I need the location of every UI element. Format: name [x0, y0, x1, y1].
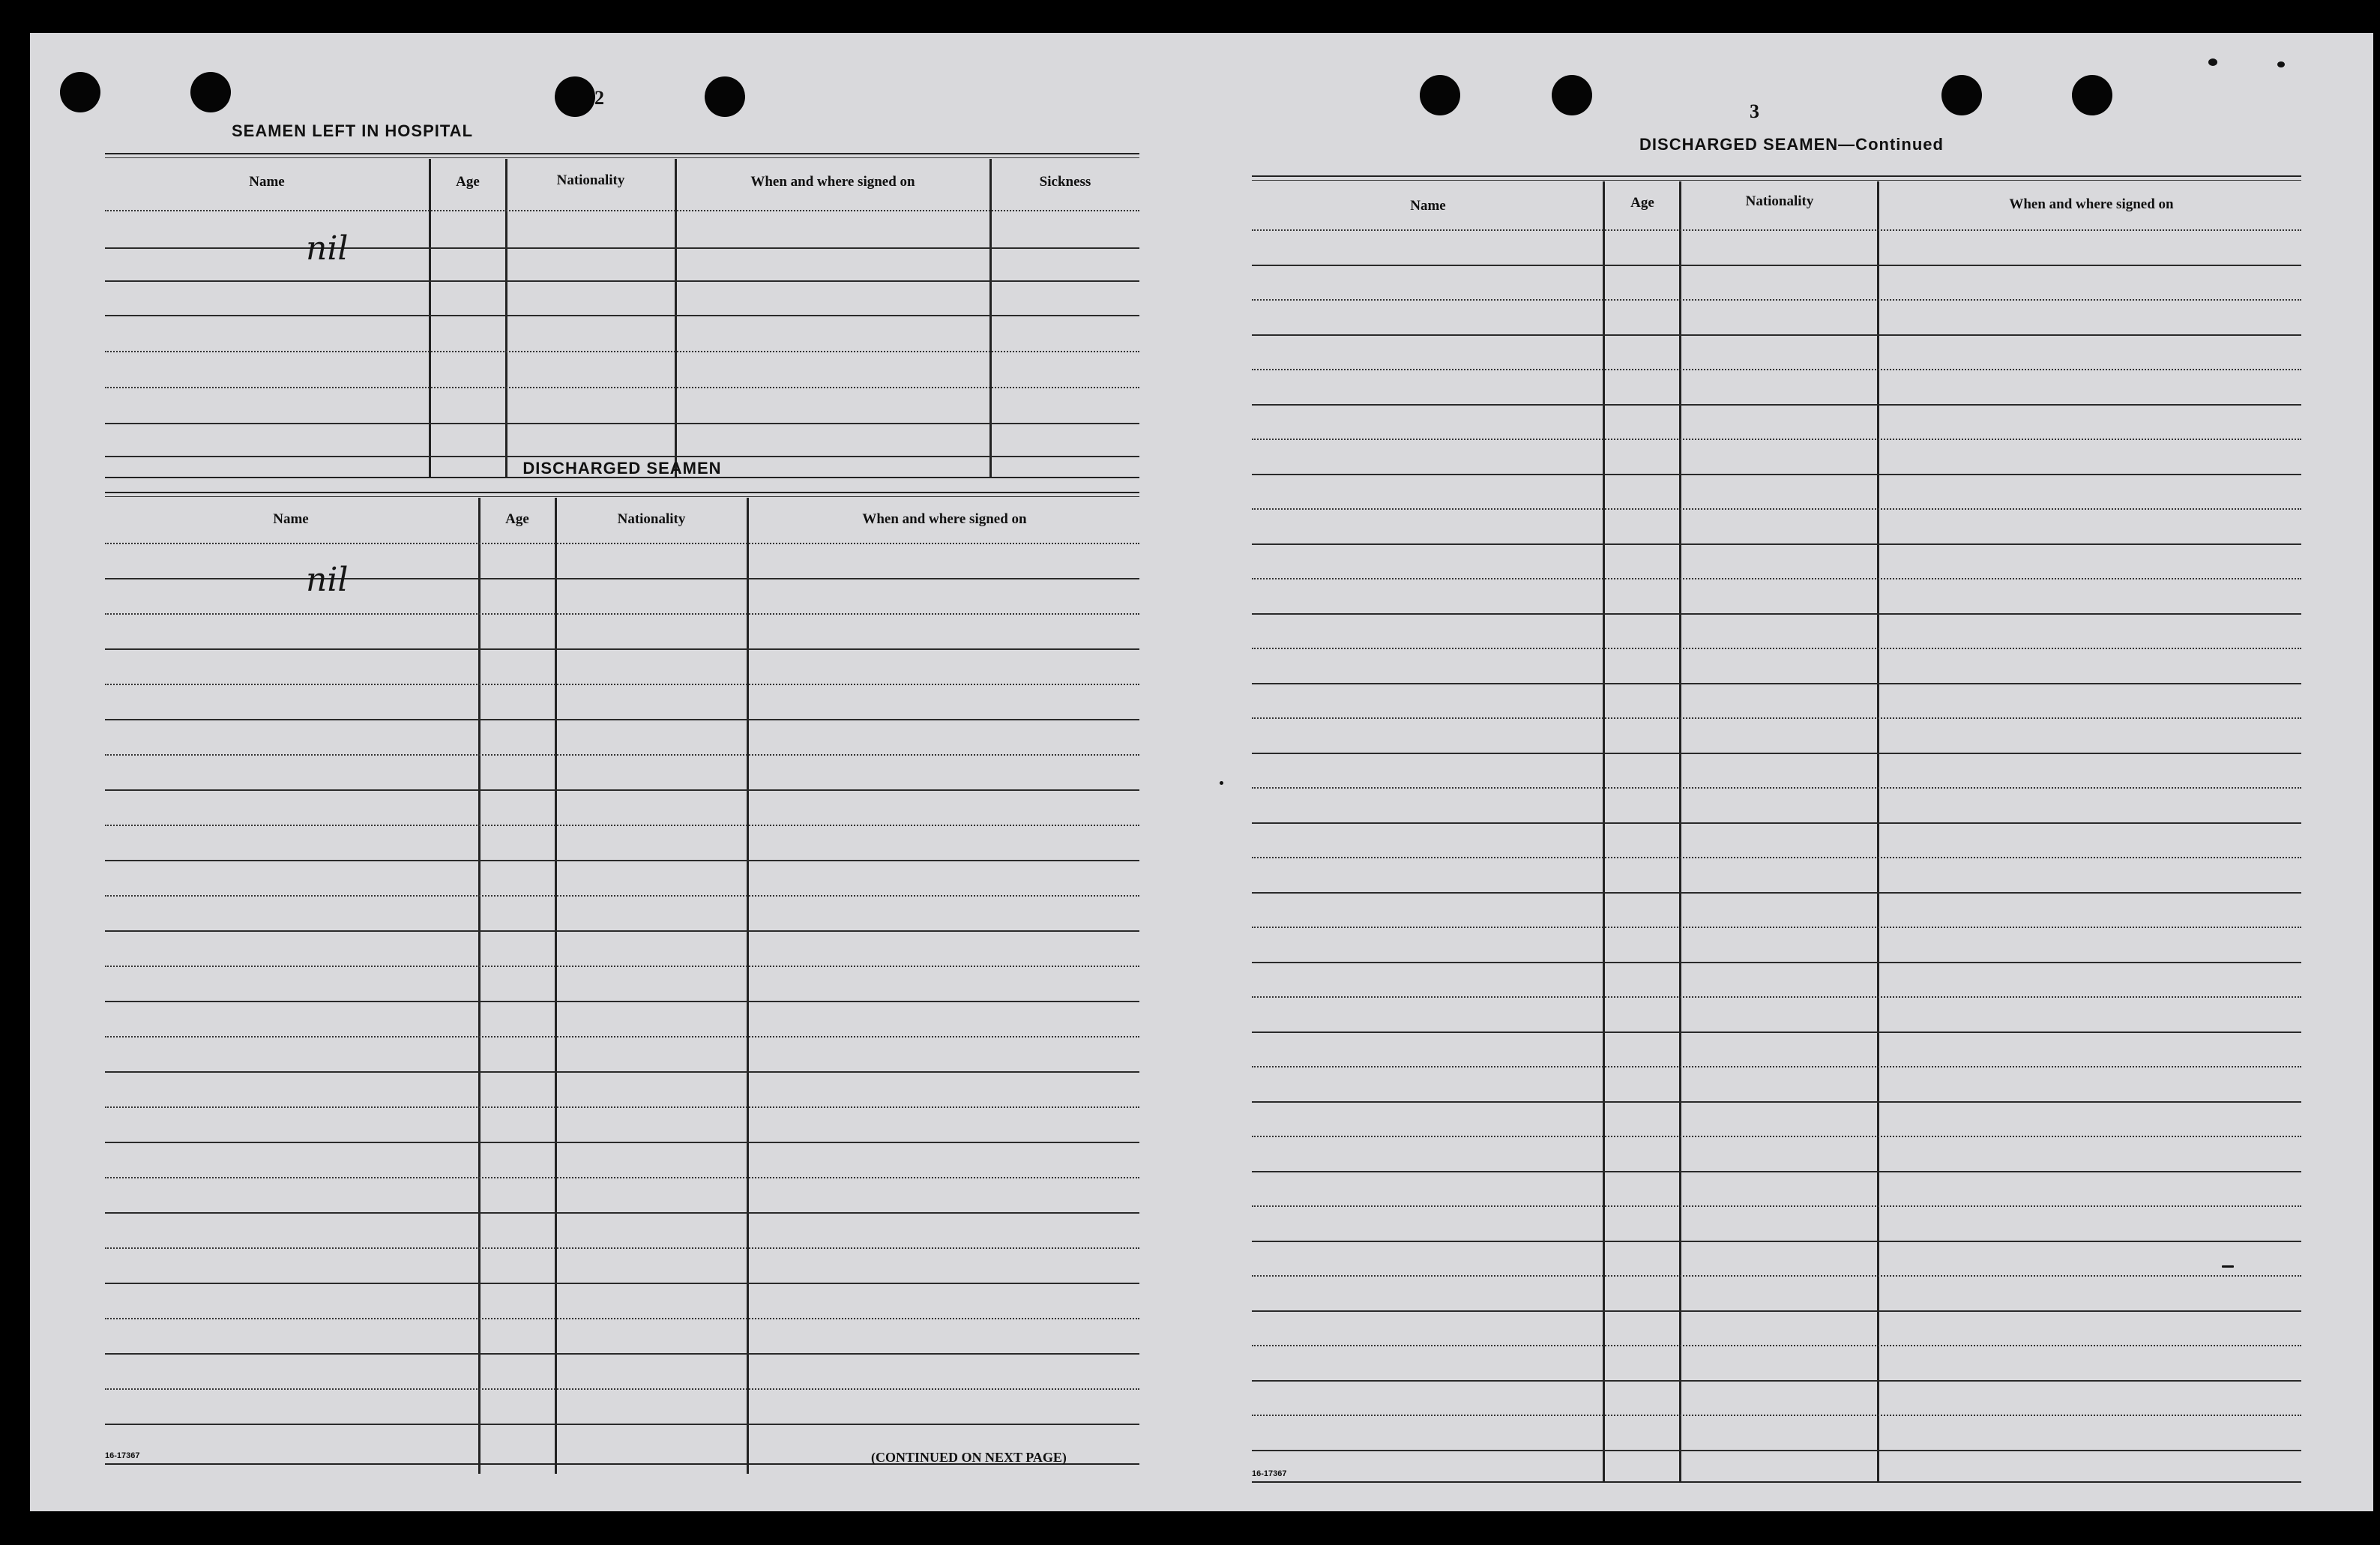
- table-row-line: [105, 930, 1139, 932]
- punch-hole: [1941, 75, 1982, 115]
- table-row-line: [1252, 1310, 2301, 1312]
- hospital-row-line: [105, 247, 1139, 249]
- table-row-line: [1252, 927, 2301, 928]
- table-row-line: [105, 825, 1139, 826]
- table-row-line: [105, 719, 1139, 720]
- table-row-line: [105, 895, 1139, 897]
- punch-hole: [190, 72, 231, 112]
- table-row-line: [105, 754, 1139, 756]
- table-row-line: [105, 684, 1139, 685]
- table-row-line: [1252, 996, 2301, 998]
- hospital-col-divider: [505, 159, 507, 477]
- table-row-line: [1252, 1345, 2301, 1346]
- table-row-line: [1252, 1275, 2301, 1277]
- table-row-line: [105, 1177, 1139, 1178]
- table-row-line: [105, 789, 1139, 791]
- left-page-number: 2: [594, 87, 604, 109]
- discharged-handwritten-entry: nil: [306, 561, 349, 599]
- hospital-col-age: Age: [456, 174, 480, 190]
- table-row-line: [1252, 717, 2301, 719]
- table-row-line: [105, 1106, 1139, 1108]
- discharged-continued-title: DISCHARGED SEAMEN—Continued: [1639, 135, 1944, 154]
- discharged-col-divider: [555, 498, 557, 1474]
- right-top-rule: [1252, 175, 2301, 177]
- hospital-row-line: [105, 315, 1139, 316]
- speck: [2277, 61, 2285, 67]
- hospital-col-nationality: Nationality: [556, 172, 625, 188]
- table-row-line: [1252, 369, 2301, 370]
- right-col-name: Name: [1410, 198, 1446, 214]
- punch-hole: [705, 76, 745, 117]
- table-row-line: [105, 1247, 1139, 1249]
- table-row-line: [1252, 822, 2301, 824]
- table-row-line: [1252, 578, 2301, 579]
- table-row-line: [105, 1388, 1139, 1390]
- table-row-line: [105, 1071, 1139, 1073]
- hospital-col-divider: [429, 159, 431, 477]
- speck: [2208, 58, 2217, 66]
- left-form-code: 16-17367: [105, 1451, 140, 1460]
- table-row-line: [105, 1283, 1139, 1284]
- table-row-line: [105, 1001, 1139, 1002]
- table-row-line: [1252, 613, 2301, 615]
- discharged-section-title: DISCHARGED SEAMEN: [522, 459, 722, 478]
- table-row-line: [1252, 962, 2301, 963]
- table-row-line: [1252, 439, 2301, 440]
- table-row-line: [1252, 892, 2301, 894]
- discharged-col-divider: [747, 498, 749, 1474]
- table-row-line: [105, 1142, 1139, 1143]
- table-row-line: [1252, 229, 2301, 231]
- table-row-line: [1252, 543, 2301, 545]
- punch-hole: [1420, 75, 1460, 115]
- hospital-section-title: SEAMEN LEFT IN HOSPITAL: [231, 121, 474, 140]
- hospital-col-sickness: Sickness: [1039, 174, 1091, 190]
- right-bottom-rule: [1252, 1481, 2301, 1483]
- table-row-line: [1252, 299, 2301, 301]
- hospital-row-line: [105, 387, 1139, 388]
- document-sheet: [30, 33, 2373, 1511]
- table-row-line: [1252, 1205, 2301, 1207]
- hospital-handwritten-entry: nil: [306, 229, 349, 268]
- table-row-line: [1252, 508, 2301, 510]
- table-row-line: [1252, 1415, 2301, 1416]
- hospital-row-line: [105, 456, 1139, 457]
- table-row-line: [1252, 1380, 2301, 1382]
- table-row-line: [1252, 648, 2301, 649]
- table-row-line: [1252, 683, 2301, 684]
- right-col-divider: [1603, 181, 1605, 1481]
- right-col-signed-on: When and where signed on: [2009, 196, 2174, 212]
- table-row-line: [1252, 1171, 2301, 1172]
- continued-note: (CONTINUED ON NEXT PAGE): [871, 1450, 1067, 1465]
- table-row-line: [1252, 1241, 2301, 1242]
- table-row-line: [1252, 1031, 2301, 1033]
- hospital-row-line: [105, 280, 1139, 282]
- table-row-line: [1252, 753, 2301, 754]
- table-row-line: [105, 1036, 1139, 1037]
- hospital-col-name: Name: [249, 174, 285, 190]
- right-col-nationality: Nationality: [1745, 193, 1814, 209]
- table-row-line: [1252, 787, 2301, 789]
- discharged-col-divider: [478, 498, 480, 1474]
- table-row-line: [1252, 265, 2301, 266]
- right-page-number: 3: [1750, 100, 1759, 122]
- discharged-top-rule-2: [105, 496, 1139, 497]
- table-row-line: [105, 543, 1139, 544]
- punch-hole: [1552, 75, 1592, 115]
- right-col-age: Age: [1630, 195, 1654, 211]
- hospital-row-line: [105, 210, 1139, 211]
- discharged-col-age: Age: [505, 511, 529, 527]
- table-row-line: [1252, 474, 2301, 475]
- punch-hole: [555, 76, 595, 117]
- punch-hole: [2072, 75, 2112, 115]
- table-row-line: [105, 578, 1139, 579]
- punch-hole: [60, 72, 100, 112]
- table-row-line: [105, 1212, 1139, 1214]
- table-row-line: [105, 613, 1139, 615]
- discharged-col-nationality: Nationality: [617, 511, 686, 527]
- table-row-line: [1252, 334, 2301, 336]
- hospital-col-divider: [675, 159, 677, 477]
- right-form-code: 16-17367: [1252, 1469, 1287, 1478]
- table-row-line: [105, 648, 1139, 650]
- hospital-row-line: [105, 423, 1139, 424]
- discharged-top-rule: [105, 492, 1139, 493]
- hospital-top-rule-2: [105, 157, 1139, 158]
- right-top-rule-2: [1252, 180, 2301, 181]
- table-row-line: [1252, 857, 2301, 858]
- table-row-line: [105, 1318, 1139, 1319]
- hospital-top-rule: [105, 153, 1139, 154]
- right-col-divider: [1877, 181, 1879, 1481]
- table-row-line: [105, 966, 1139, 967]
- table-row-line: [1252, 1066, 2301, 1067]
- table-row-line: [1252, 404, 2301, 406]
- table-row-line: [1252, 1136, 2301, 1137]
- table-row-line: [105, 1353, 1139, 1355]
- discharged-col-signed-on: When and where signed on: [862, 511, 1027, 527]
- hospital-col-divider: [989, 159, 992, 477]
- right-col-divider: [1679, 181, 1681, 1481]
- discharged-col-name: Name: [273, 511, 309, 527]
- hospital-col-signed-on: When and where signed on: [750, 174, 915, 190]
- speck: [2222, 1265, 2234, 1268]
- speck: [1220, 781, 1223, 785]
- table-row-line: [105, 1424, 1139, 1425]
- table-row-line: [105, 860, 1139, 861]
- table-row-line: [1252, 1101, 2301, 1103]
- hospital-row-line: [105, 351, 1139, 352]
- table-row-line: [1252, 1450, 2301, 1451]
